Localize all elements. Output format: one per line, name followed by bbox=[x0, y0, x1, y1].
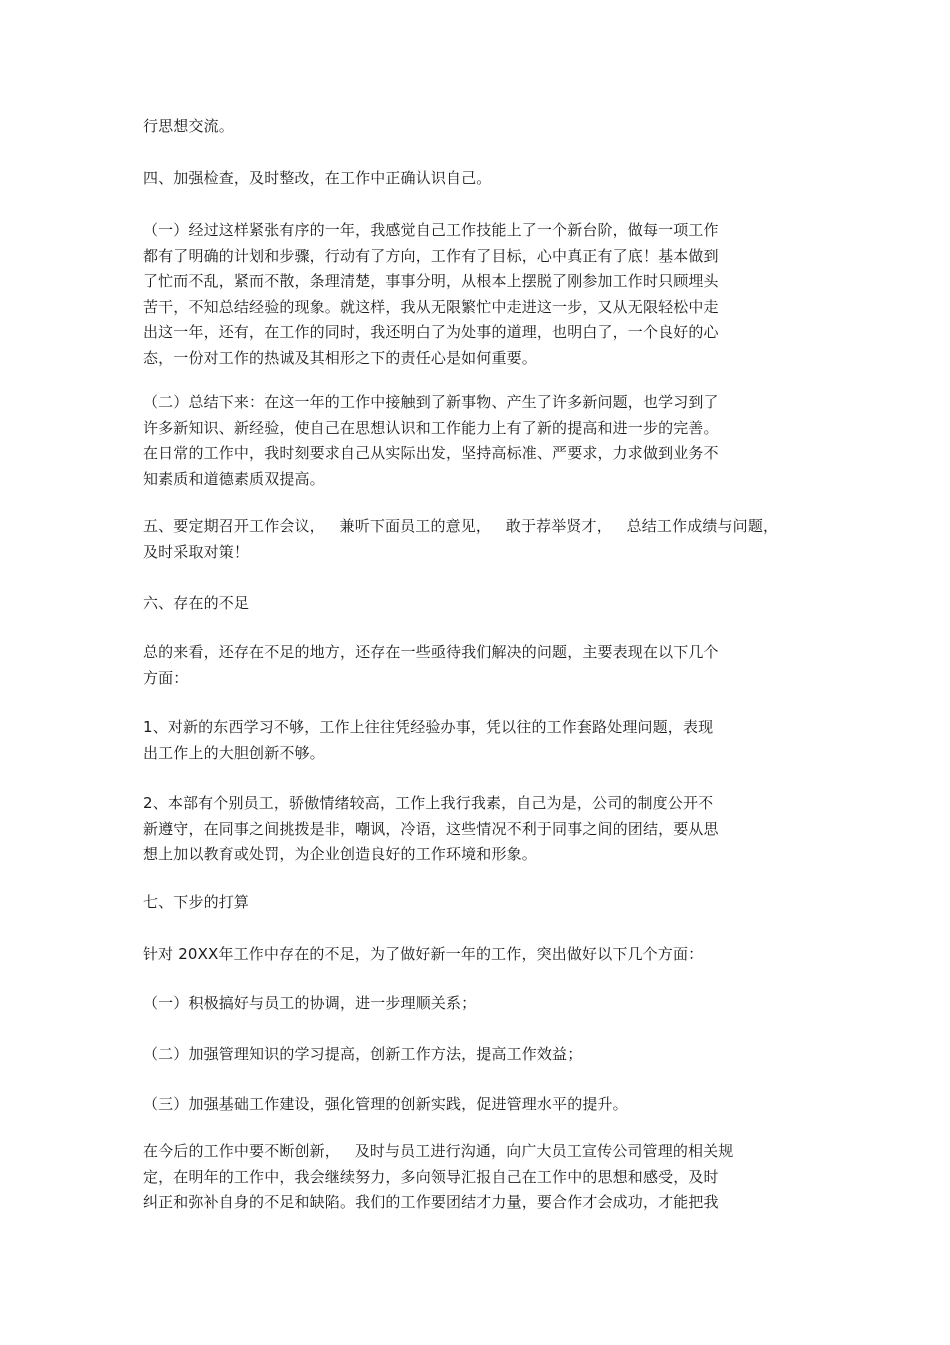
plan-item-two bbox=[143, 1042, 793, 1068]
paragraph-point-one bbox=[143, 218, 793, 371]
list-item-one bbox=[143, 715, 793, 766]
paragraph-summary bbox=[143, 640, 793, 691]
text-line: 2、本部有个别员工，骄傲情绪较高，工作上我行我素，自己为是，公司的制度公开不 bbox=[143, 794, 714, 812]
text-line: （一）积极搞好与员工的协调，进一步理顺关系； bbox=[143, 994, 477, 1012]
text-line: 针对 20XX年工作中存在的不足，为了做好新一年的工作，突出做好以下几个方面： bbox=[143, 945, 704, 963]
text-line: （三）加强基础工作建设，强化管理的创新实践，促进管理水平的提升。 bbox=[143, 1095, 628, 1113]
text-line: 态，一份对工作的热诚及其相形之下的责任心是如何重要。 bbox=[143, 348, 537, 367]
heading-text: 六、存在的不足 bbox=[143, 594, 250, 612]
heading-text: 七、下步的打算 bbox=[143, 893, 250, 911]
text-line: 在日常的工作中，我时刻要求自己从实际出发，坚持高标准、严要求，力求做到业务不 bbox=[143, 444, 719, 462]
text-line: 方面： bbox=[143, 668, 189, 687]
text-line: 纠正和弥补自身的不足和缺陷。我们的工作要团结才力量，要合作才会成功，才能把我 bbox=[143, 1193, 719, 1211]
text-line: 了忙而不乱，紧而不散，条理清楚，事事分明，从根本上摆脱了刚参加工作时只顾埋头 bbox=[143, 272, 719, 290]
text-line: 知素质和道德素质双提高。 bbox=[143, 469, 325, 488]
text-line: 总的来看，还存在不足的地方，还存在一些亟待我们解决的问题，主要表现在以下几个 bbox=[143, 643, 719, 661]
text-line: 1、对新的东西学习不够，工作上往往凭经验办事，凭以往的工作套路处理问题，表现 bbox=[143, 718, 714, 736]
section-heading-seven bbox=[143, 890, 793, 916]
paragraph-point-two bbox=[143, 390, 793, 492]
text-line: 出工作上的大胆创新不够。 bbox=[143, 743, 325, 762]
text-line: 出这一年，还有，在工作的同时，我还明白了为处事的道理，也明白了，一个良好的心 bbox=[143, 323, 719, 341]
text-line: 行思想交流。 bbox=[143, 117, 234, 135]
section-heading-six bbox=[143, 591, 793, 617]
text-line: 想上加以教育或处罚，为企业创造良好的工作环境和形象。 bbox=[143, 845, 537, 863]
text-line: （一）经过这样紧张有序的一年，我感觉自己工作技能上了一个新台阶，做每一项工作 bbox=[143, 221, 719, 239]
plan-item-one bbox=[143, 991, 793, 1017]
text-line: （二）加强管理知识的学习提高，创新工作方法，提高工作效益； bbox=[143, 1045, 583, 1063]
section-heading-five bbox=[143, 514, 793, 565]
heading-text: 四、加强检查，及时整改，在工作中正确认识自己。 bbox=[143, 169, 492, 187]
text-line: 许多新知识、新经验，使自己在思想认识和工作能力上有了新的提高和进一步的完善。 bbox=[143, 418, 719, 437]
text-line: 五、要定期召开工作会议， 兼听下面员工的意见， 敢于荐举贤才， 总结工作成绩与问题， bbox=[143, 517, 779, 535]
text-line: 定，在明年的工作中，我会继续努力，多向领导汇报自己在工作中的思想和感受，及时 bbox=[143, 1167, 719, 1186]
plan-item-three bbox=[143, 1092, 793, 1118]
paragraph-closing bbox=[143, 1139, 793, 1216]
text-line: 在今后的工作中要不断创新， 及时与员工进行沟通，向广大员工宣传公司管理的相关规 bbox=[143, 1142, 734, 1160]
text-line: 及时采取对策！ bbox=[143, 542, 250, 561]
text-line: 苦干，不知总结经验的现象。就这样，我从无限繁忙中走进这一步，又从无限轻松中走 bbox=[143, 297, 719, 316]
section-heading-four bbox=[143, 166, 793, 192]
paragraph-continuation bbox=[143, 114, 793, 140]
list-item-two bbox=[143, 791, 793, 868]
paragraph-plan-intro bbox=[143, 942, 793, 968]
text-line: 新遵守，在同事之间挑拨是非，嘲讽，冷语，这些情况不利于同事之间的团结，要从思 bbox=[143, 819, 719, 838]
text-line: （二）总结下来：在这一年的工作中接触到了新事物、产生了许多新问题，也学习到了 bbox=[143, 393, 719, 411]
text-line: 都有了明确的计划和步骤，行动有了方向，工作有了目标，心中真正有了底！基本做到 bbox=[143, 246, 719, 265]
